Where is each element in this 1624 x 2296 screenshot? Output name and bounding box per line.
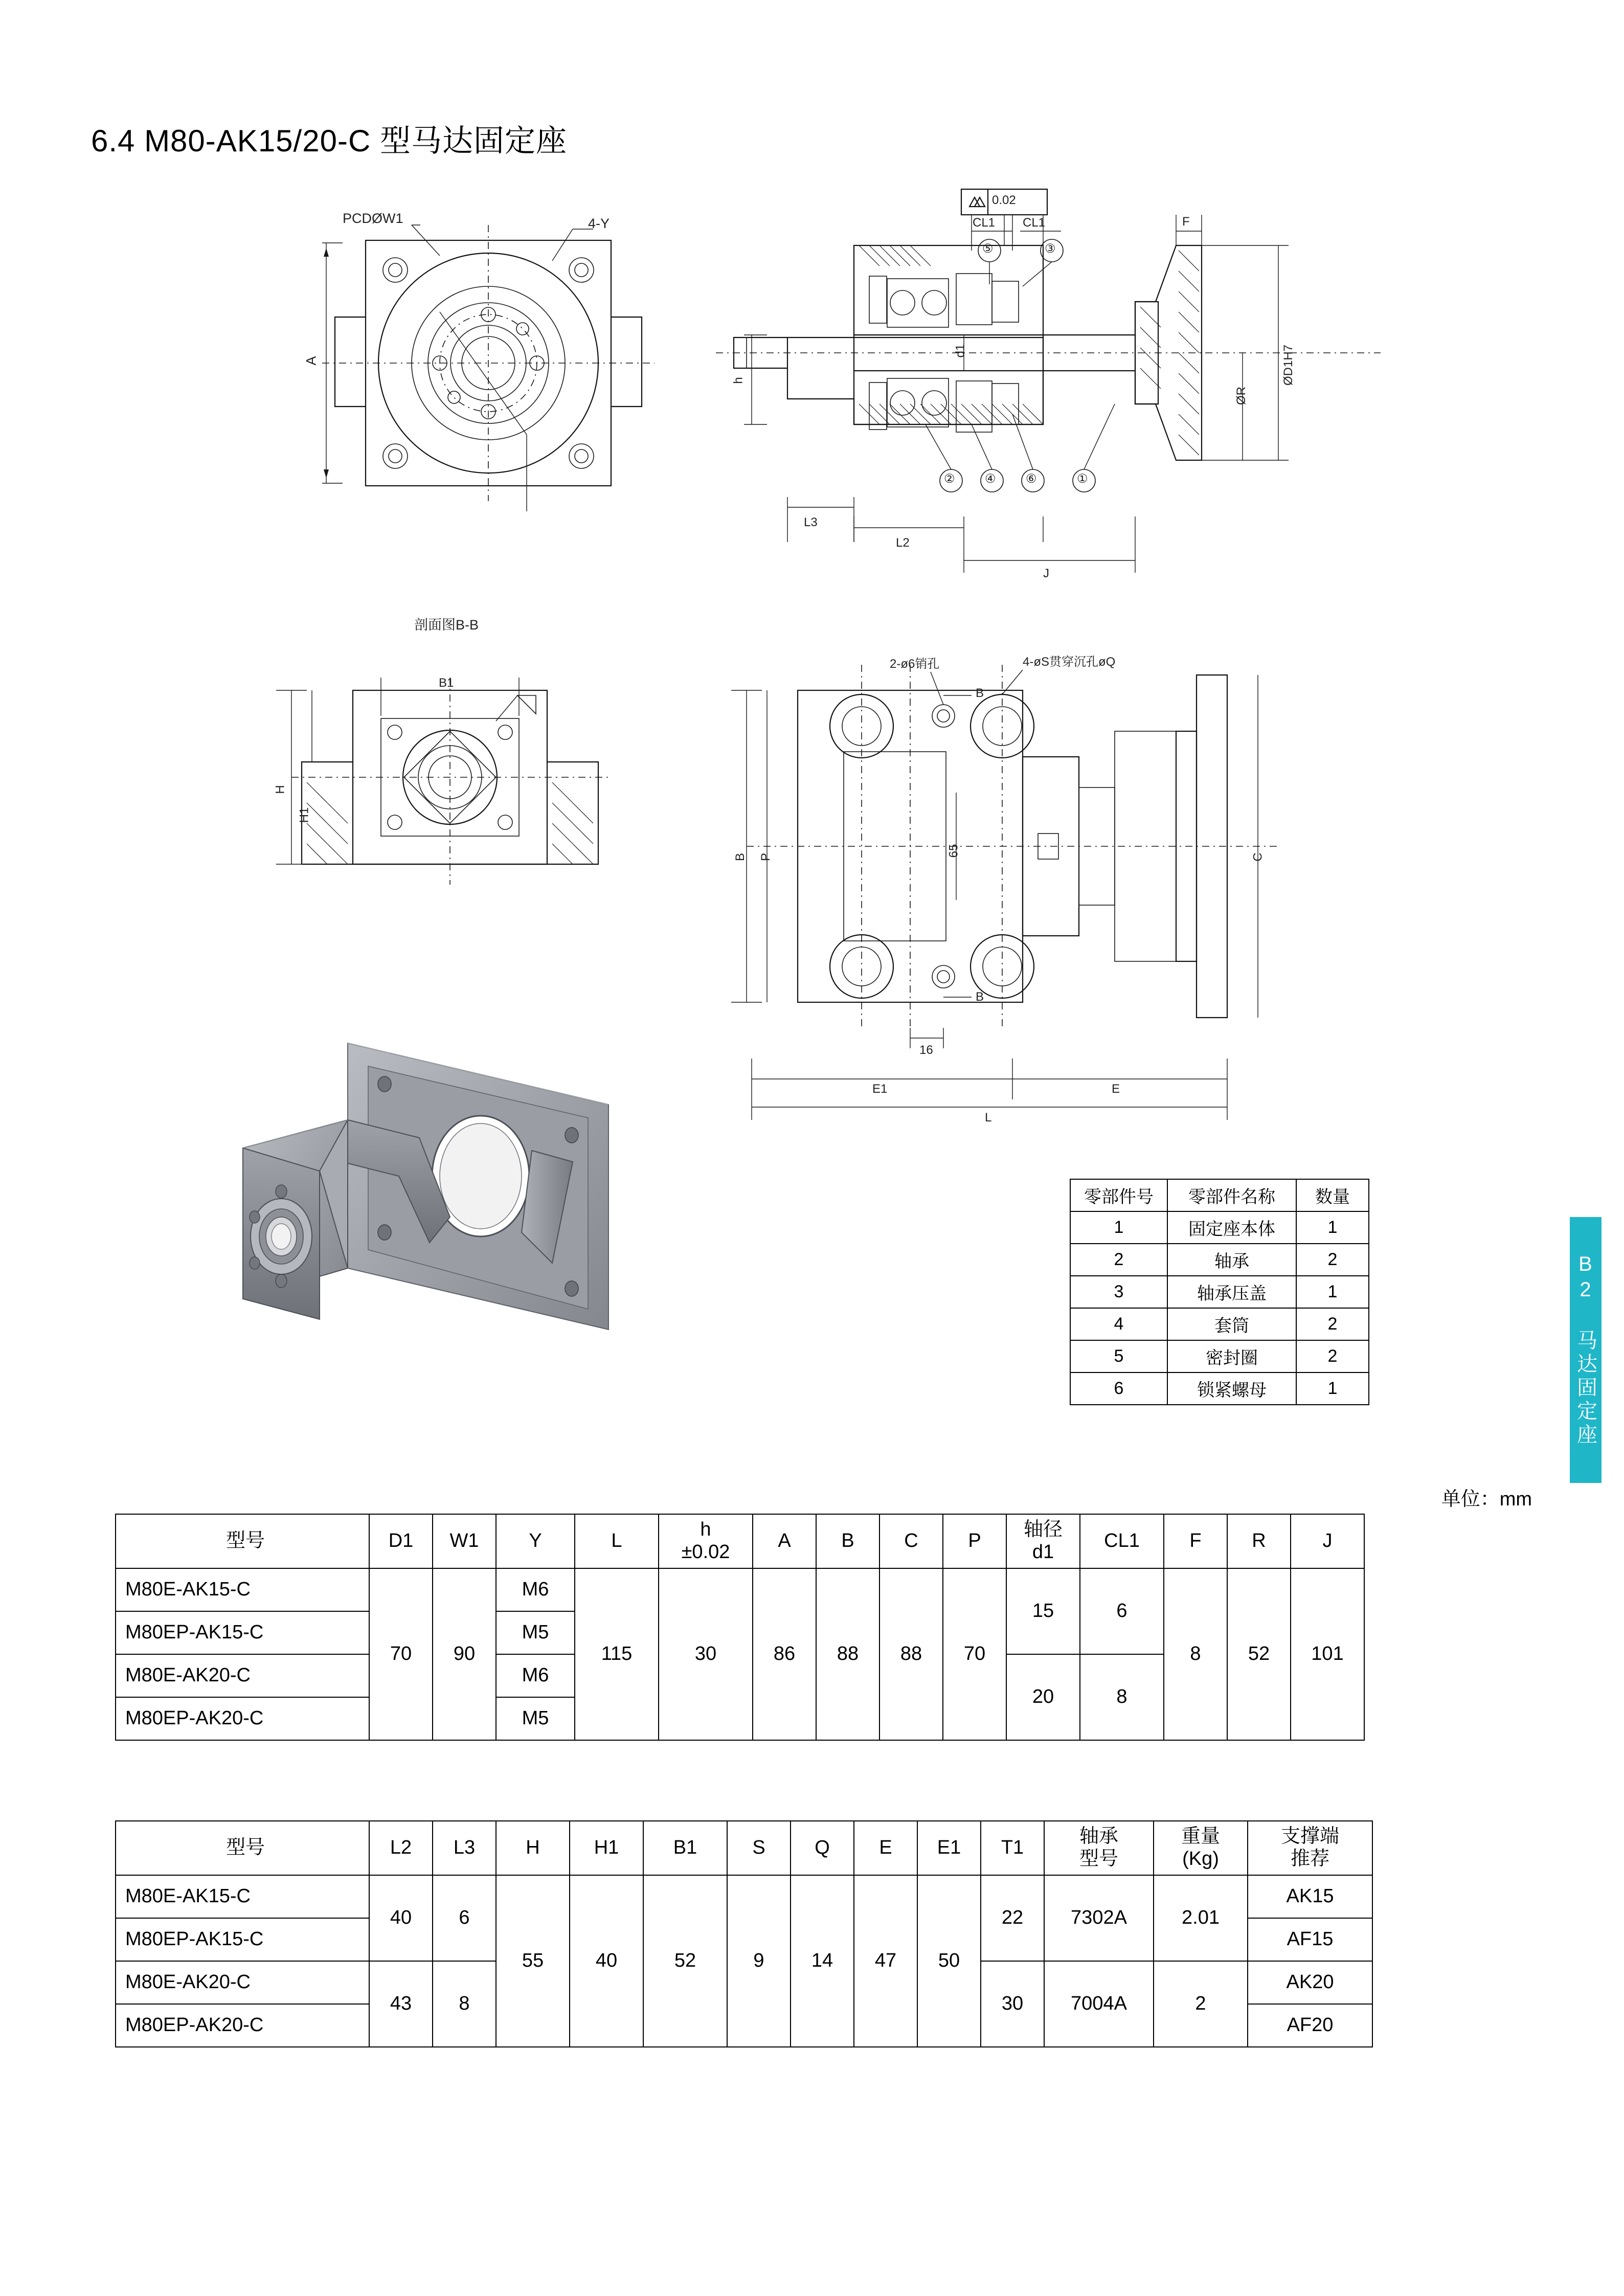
spec2-col-weight-sub: (Kg) xyxy=(1182,1848,1219,1870)
spec1-col-shaft-sub: d1 xyxy=(1032,1541,1054,1563)
spec2-support: AF15 xyxy=(1248,1918,1372,1961)
spec2-l3: 6 xyxy=(433,1875,496,1961)
spec2-col-support-main: 支撑端 xyxy=(1280,1826,1339,1848)
table-row xyxy=(1070,1244,1369,1276)
spec1-col-d1shaft xyxy=(1006,1514,1080,1568)
spec2-model: M80EP-AK20-C xyxy=(116,2004,369,2047)
spec1-col-h-main: h xyxy=(700,1519,711,1541)
parts-cell-name: 固定座本体 xyxy=(1167,1211,1296,1244)
spec1-col-l: L xyxy=(575,1514,659,1568)
spec1-a: 86 xyxy=(753,1568,816,1740)
spec2-col-bearing xyxy=(1044,1821,1154,1875)
spec2-q: 14 xyxy=(791,1875,854,2047)
spec2-model: M80E-AK20-C xyxy=(116,1961,369,2004)
parts-table xyxy=(1070,1179,1369,1405)
parts-cell-no: 4 xyxy=(1070,1308,1167,1340)
parts-cell-no: 1 xyxy=(1070,1211,1167,1244)
spec1-col-f: F xyxy=(1164,1514,1227,1568)
parts-cell-no: 3 xyxy=(1070,1276,1167,1308)
spec1-y: M6 xyxy=(496,1654,575,1697)
spec1-shaft-d1: 20 xyxy=(1006,1654,1080,1740)
drawing-bb-section xyxy=(256,617,644,966)
spec2-col-h1: H1 xyxy=(570,1821,643,1875)
spec2-h: 55 xyxy=(496,1875,570,2047)
label-2-dowel-holes: 2-ø6销孔 xyxy=(890,657,940,671)
balloon-3: ③ xyxy=(1045,242,1056,256)
label-16: 16 xyxy=(919,1043,933,1057)
spec1-f: 8 xyxy=(1164,1568,1227,1740)
spec2-e1: 50 xyxy=(917,1875,981,2047)
spec2-h1: 40 xyxy=(570,1875,643,2047)
label-h1-dim: H1 xyxy=(297,807,311,823)
parts-cell-qty: 2 xyxy=(1296,1308,1369,1340)
balloon-4: ④ xyxy=(985,472,996,486)
spec2-l2: 40 xyxy=(369,1875,433,1961)
label-cl1-b: CL1 xyxy=(1023,216,1046,230)
parts-cell-qty: 1 xyxy=(1296,1372,1369,1405)
spec1-col-model: 型号 xyxy=(116,1514,369,1568)
spec2-b1: 52 xyxy=(643,1875,727,2047)
label-h: h xyxy=(731,377,746,384)
drawing-3d-model xyxy=(194,1023,706,1406)
spec1-j: 101 xyxy=(1291,1568,1364,1740)
table-row xyxy=(1070,1276,1369,1308)
label-h-dim: H xyxy=(273,785,287,794)
spec1-col-h-tol: ±0.02 xyxy=(681,1541,730,1563)
spec2-bearing: 7004A xyxy=(1044,1961,1154,2047)
spec1-col-d1: D1 xyxy=(369,1514,433,1568)
spec2-e: 47 xyxy=(854,1875,917,2047)
spec2-col-weight-main: 重量 xyxy=(1181,1826,1220,1848)
spec1-col-shaft-main: 轴径 xyxy=(1023,1519,1063,1541)
parts-cell-name: 轴承 xyxy=(1167,1244,1296,1276)
spec2-col-s: S xyxy=(727,1821,791,1875)
label-phi-d1h7: ØD1H7 xyxy=(1281,344,1296,386)
spec1-r: 52 xyxy=(1227,1568,1291,1740)
spec1-header-row xyxy=(116,1514,1364,1568)
label-l: L xyxy=(985,1111,992,1124)
spec2-col-support xyxy=(1248,1821,1372,1875)
spec1-d1: 70 xyxy=(369,1568,433,1740)
spec1-w1: 90 xyxy=(433,1568,496,1740)
label-c: C xyxy=(1251,852,1265,862)
spec1-col-r: R xyxy=(1227,1514,1291,1568)
spec2-model: M80E-AK15-C xyxy=(116,1875,369,1918)
parts-col-no: 零部件号 xyxy=(1070,1179,1167,1211)
spec1-shaft-d1: 15 xyxy=(1006,1568,1080,1654)
parts-cell-name: 套筒 xyxy=(1167,1308,1296,1340)
spec2-weight: 2 xyxy=(1154,1961,1248,2047)
label-4-counterbore: 4-øS贯穿沉孔øQ xyxy=(1023,655,1116,669)
spec1-col-p: P xyxy=(943,1514,1006,1568)
label-d1: d1 xyxy=(953,344,967,358)
parts-cell-qty: 1 xyxy=(1296,1211,1369,1244)
parts-cell-no: 6 xyxy=(1070,1372,1167,1405)
label-bb-title: 剖面图B-B xyxy=(414,617,479,633)
label-b-left: B xyxy=(733,852,748,862)
label-flatness-value: 0.02 xyxy=(992,193,1016,207)
parts-cell-no: 2 xyxy=(1070,1244,1167,1276)
spec1-col-cl1: CL1 xyxy=(1080,1514,1164,1568)
spec1-b: 88 xyxy=(816,1568,879,1740)
spec2-header-row xyxy=(116,1821,1372,1875)
spec1-col-a: A xyxy=(753,1514,816,1568)
spec2-model: M80EP-AK15-C xyxy=(116,1918,369,1961)
page-title: 6.4 M80-AK15/20-C 型马达固定座 xyxy=(91,124,567,158)
spec1-cl1: 6 xyxy=(1080,1568,1164,1654)
spec1-col-h xyxy=(659,1514,753,1568)
spec2-support: AK20 xyxy=(1248,1961,1372,2004)
spec2-weight: 2.01 xyxy=(1154,1875,1248,1961)
label-p: P xyxy=(759,852,773,862)
spec2-t1: 30 xyxy=(981,1961,1044,2047)
spec1-y: M6 xyxy=(496,1568,575,1611)
spec2-col-b1: B1 xyxy=(643,1821,727,1875)
spec-table-1 xyxy=(115,1514,1365,1741)
spec2-col-bearing-sub: 型号 xyxy=(1079,1848,1118,1870)
spec2-l3: 8 xyxy=(433,1961,496,2047)
side-tab-chapter: B2 马达固定座 xyxy=(1570,1217,1602,1483)
spec-table-2 xyxy=(115,1820,1373,2047)
spec1-model: M80EP-AK15-C xyxy=(116,1611,369,1654)
spec1-cl1: 8 xyxy=(1080,1654,1164,1740)
parts-table-header-row xyxy=(1070,1179,1369,1211)
table-row xyxy=(1070,1340,1369,1372)
label-65: 65 xyxy=(946,844,961,858)
table-row xyxy=(116,1568,1364,1611)
parts-cell-qty: 1 xyxy=(1296,1276,1369,1308)
spec2-col-h: H xyxy=(496,1821,570,1875)
parts-cell-name: 锁紧螺母 xyxy=(1167,1372,1296,1405)
table-row xyxy=(1070,1211,1369,1244)
table-row xyxy=(116,1875,1372,1918)
label-cl1-a: CL1 xyxy=(973,216,996,230)
parts-col-qty: 数量 xyxy=(1296,1179,1369,1211)
spec2-col-support-sub: 推荐 xyxy=(1290,1848,1329,1870)
spec1-col-c: C xyxy=(879,1514,943,1568)
parts-cell-name: 密封圈 xyxy=(1167,1340,1296,1372)
label-b-top: B xyxy=(976,686,984,700)
spec1-col-y: Y xyxy=(496,1514,575,1568)
label-phi-r: ØR xyxy=(1234,387,1248,405)
label-a-dim: A xyxy=(303,356,319,366)
spec2-col-e: E xyxy=(854,1821,917,1875)
label-l3: L3 xyxy=(804,515,818,529)
table-row xyxy=(1070,1372,1369,1405)
spec2-col-e1: E1 xyxy=(917,1821,981,1875)
spec2-col-weight xyxy=(1154,1821,1248,1875)
spec2-col-l2: L2 xyxy=(369,1821,433,1875)
spec1-col-b: B xyxy=(816,1514,879,1568)
spec2-col-t1: T1 xyxy=(981,1821,1044,1875)
label-l2: L2 xyxy=(896,536,910,550)
spec2-s: 9 xyxy=(727,1875,791,2047)
spec2-l2: 43 xyxy=(369,1961,433,2047)
drawing-section-view xyxy=(685,184,1411,614)
spec2-col-l3: L3 xyxy=(433,1821,496,1875)
spec1-col-j: J xyxy=(1291,1514,1364,1568)
drawing-side-view xyxy=(685,639,1411,1140)
balloon-1: ① xyxy=(1077,472,1088,486)
spec1-c: 88 xyxy=(879,1568,943,1740)
balloon-2: ② xyxy=(944,472,955,486)
spec1-model: M80E-AK20-C xyxy=(116,1654,369,1697)
label-pcd-w1: PCDØW1 xyxy=(343,211,403,226)
label-j: J xyxy=(1043,567,1049,580)
spec2-col-q: Q xyxy=(791,1821,854,1875)
spec1-h: 30 xyxy=(659,1568,753,1740)
spec1-model: M80EP-AK20-C xyxy=(116,1697,369,1740)
parts-cell-name: 轴承压盖 xyxy=(1167,1276,1296,1308)
label-e1: E1 xyxy=(872,1082,888,1096)
spec1-l: 115 xyxy=(575,1568,659,1740)
table-row xyxy=(1070,1308,1369,1340)
parts-cell-no: 5 xyxy=(1070,1340,1167,1372)
spec2-support: AK15 xyxy=(1248,1875,1372,1918)
label-b-bottom: B xyxy=(976,990,984,1004)
spec1-model: M80E-AK15-C xyxy=(116,1568,369,1611)
spec1-p: 70 xyxy=(943,1568,1006,1740)
spec2-col-model: 型号 xyxy=(116,1821,369,1875)
unit-note: 单位：mm xyxy=(1441,1489,1532,1510)
label-e: E xyxy=(1112,1082,1120,1096)
balloon-6: ⑥ xyxy=(1026,472,1037,486)
label-4-y: 4-Y xyxy=(588,216,610,231)
parts-col-name: 零部件名称 xyxy=(1167,1179,1296,1211)
spec2-col-bearing-main: 轴承 xyxy=(1079,1826,1118,1848)
balloon-5: ⑤ xyxy=(982,242,994,256)
parts-cell-qty: 2 xyxy=(1296,1244,1369,1276)
label-b1: B1 xyxy=(439,676,454,690)
spec1-y: M5 xyxy=(496,1611,575,1654)
spec1-y: M5 xyxy=(496,1697,575,1740)
spec2-t1: 22 xyxy=(981,1875,1044,1961)
spec2-bearing: 7302A xyxy=(1044,1875,1154,1961)
label-f: F xyxy=(1182,215,1190,229)
drawing-front-view xyxy=(286,194,716,583)
parts-cell-qty: 2 xyxy=(1296,1340,1369,1372)
spec2-support: AF20 xyxy=(1248,2004,1372,2047)
spec1-col-w1: W1 xyxy=(433,1514,496,1568)
